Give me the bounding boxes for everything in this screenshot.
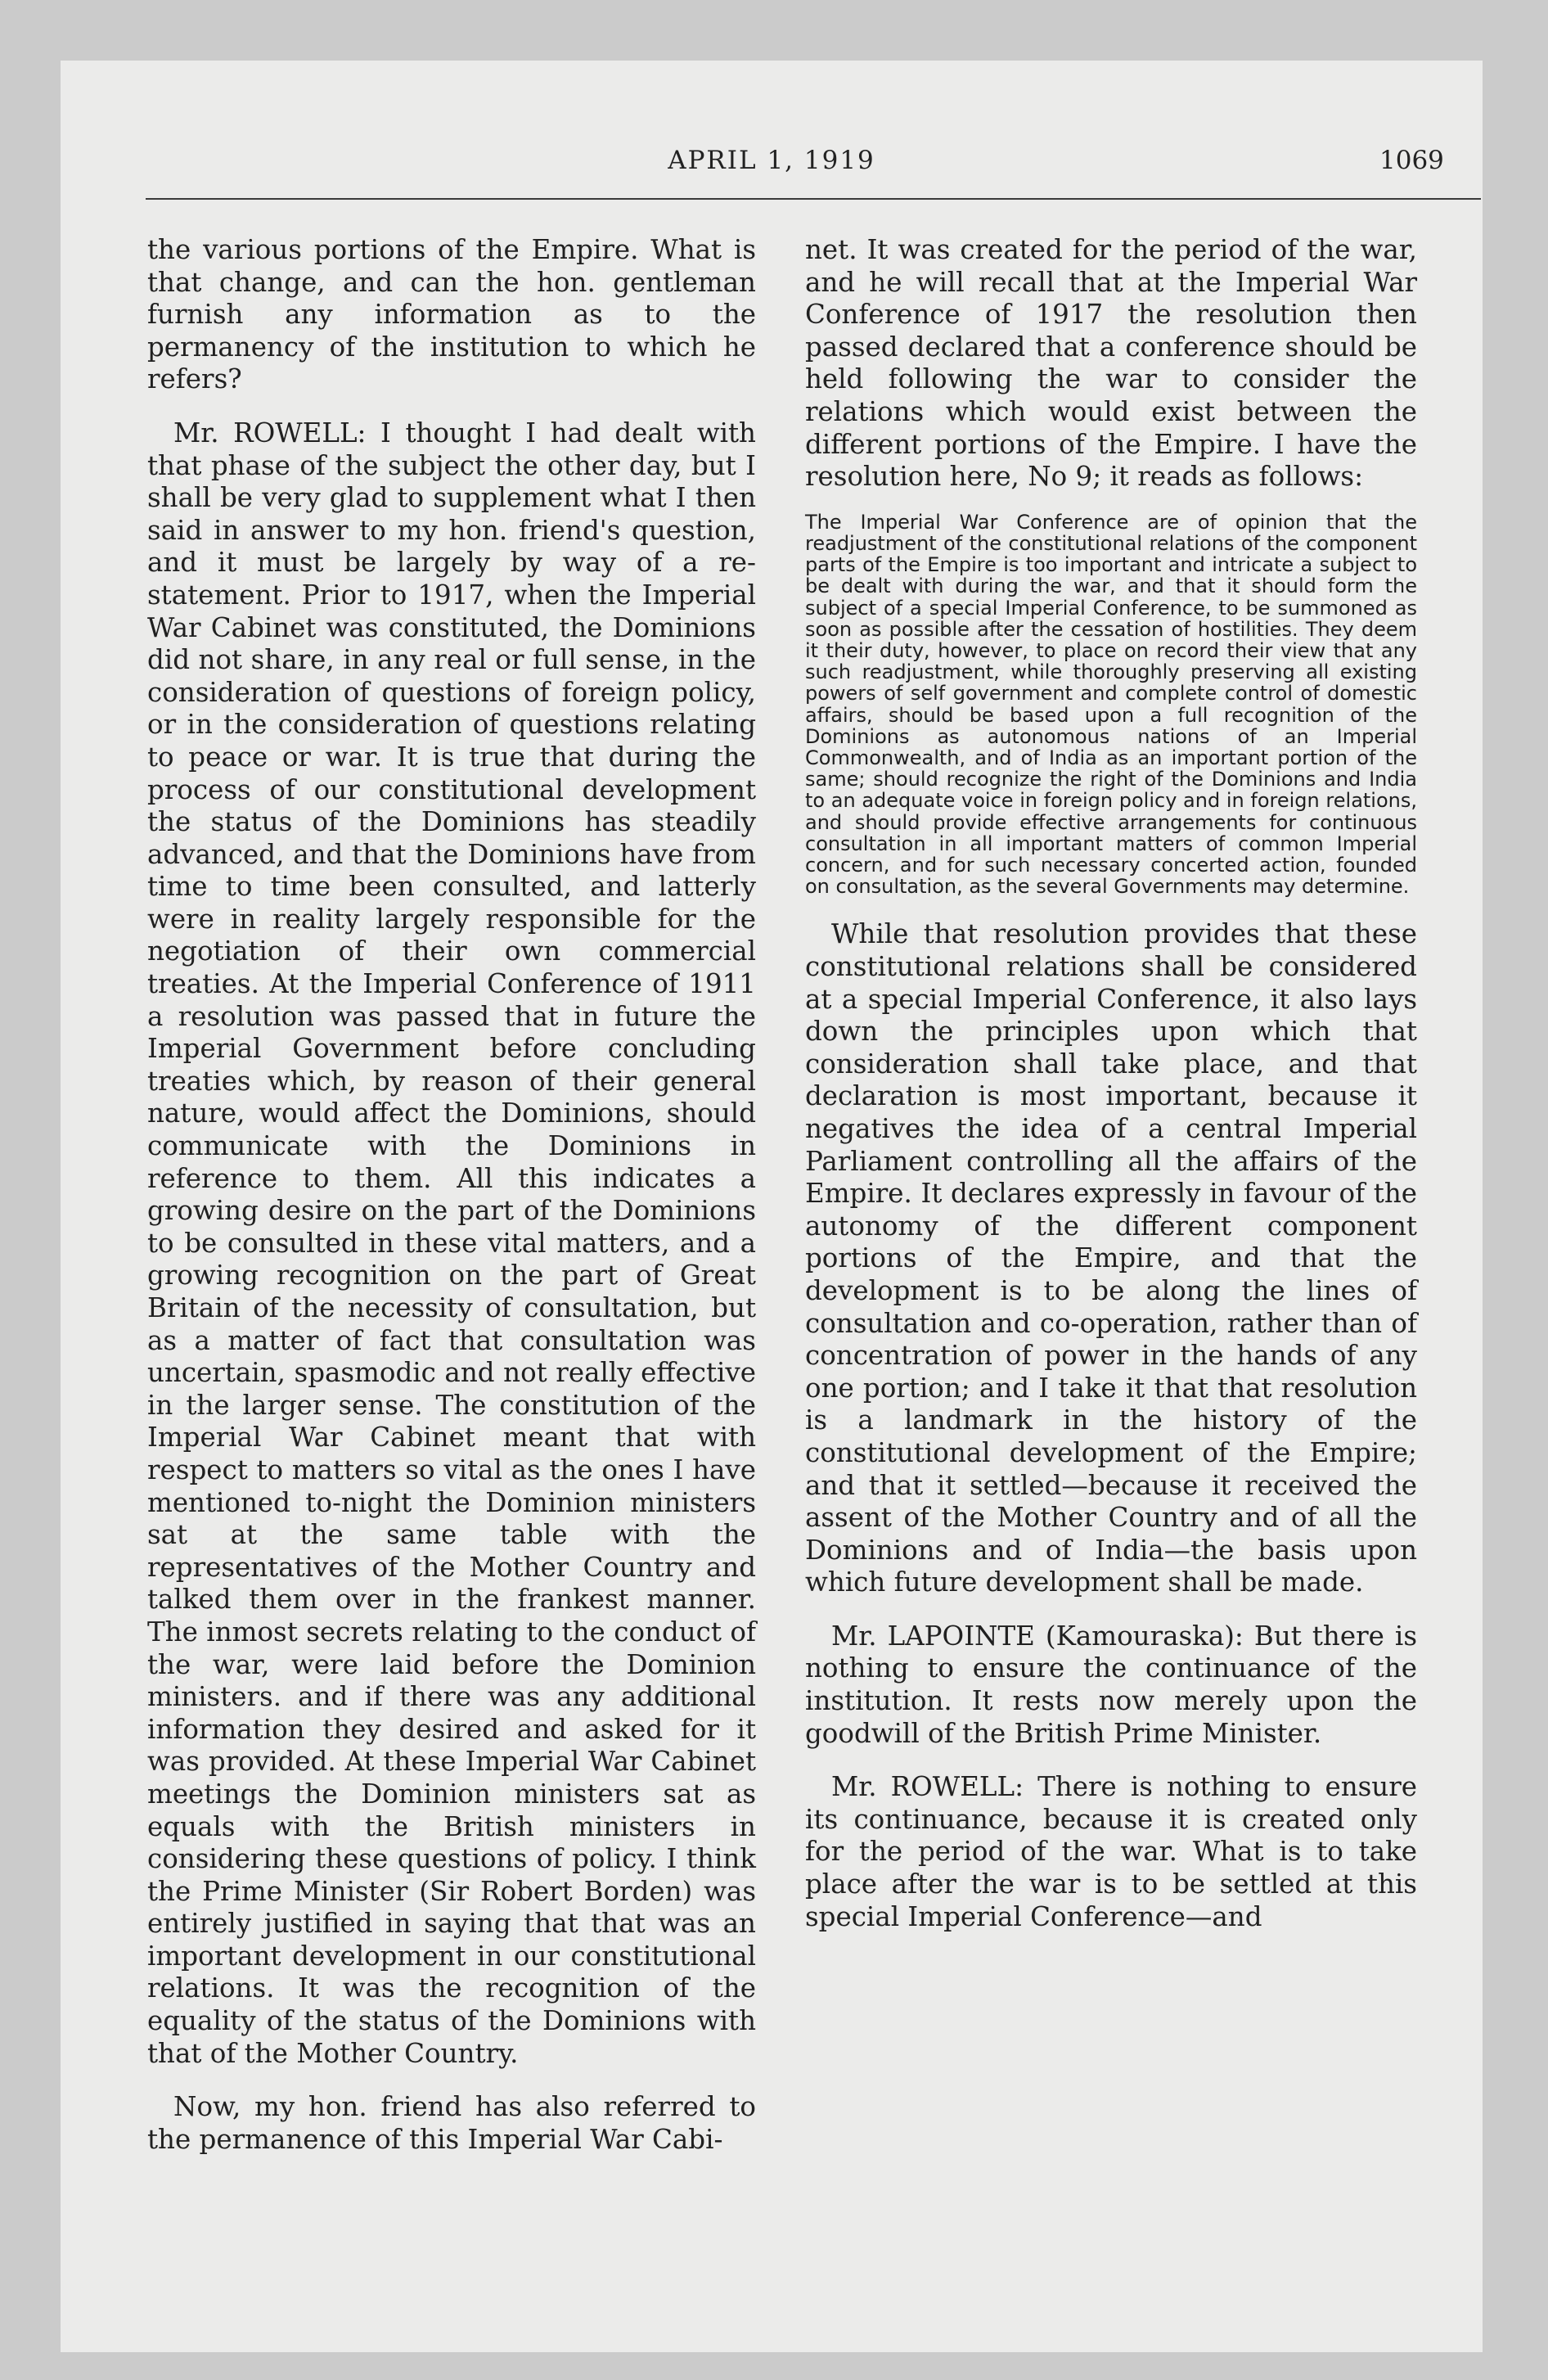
left-column	[147, 234, 756, 2156]
header-rule	[146, 198, 1481, 200]
paragraph-question: the various portions of the Empire. What is that change, and can the hon. gentleman furnish any information as to the permanency of the institution to which he refers?	[147, 234, 756, 395]
running-head: APRIL 1, 1919	[668, 146, 875, 175]
paragraph-lapointe: Mr. LAPOINTE (Kamouraska): But there is nothing to ensure the continuance of the institution. It rests now merely upon the goodwill of the British Prime Minister.	[805, 1620, 1417, 1749]
paragraph-continued: net. It was created for the period of the war, and he will recall that at the Imperial War Conference of 1917 the resolution then passed declared that a conference should be held following the war to consider the relations which would exist between the different portions of the Empire. I have the resolution here, No 9; it reads as follows:	[805, 234, 1417, 493]
paragraph-resolution-commentary: While that resolution provides that these constitutional relations shall be considered at a special Imperial Conference, it also lays down the principles upon which that consideration shall take place, and that declaration is most important, because it negatives the idea of a central Imperial Parliament controlling all the affairs of the Empire. It declares expressly in favour of the autonomy of the different component portions of the Empire, and that the development is to be along the lines of consultation and co-operation, rather than of concentration of power in the hands of any one portion; and I take it that that resolution is a landmark in the history of the constitutional development of the Empire; and that it settled—because it received the assent of the Mother Country and of all the Dominions and of India—the basis upon which future development shall be made.	[805, 918, 1417, 1598]
paragraph-rowell-reply: Mr. ROWELL: I thought I had dealt with that phase of the subject the other day, but I shall be very glad to supplement what I then said in answer to my hon. friend's question, and it must be largely by way of a re-statement. Prior to 1917, when the Imperial War Cabinet was constituted, the Dominions did not share, in any real or full sense, in the consideration of questions of foreign policy, or in the consideration of questions relating to peace or war. It is true that during the process of our constitutional development the status of the Dominions has steadily advanced, and that the Dominions have from time to time been consulted, and latterly were in reality largely responsible for the negotiation of their own commercial treaties. At the Imperial Conference of 1911 a resolution was passed that in future the Imperial Government before concluding treaties which, by reason of their general nature, would affect the Dominions, should communicate with the Dominions in reference to them. All this indicates a growing desire on the part of the Dominions to be consulted in these vital matters, and a growing recognition on the part of Great Britain of the necessity of consultation, but as a matter of fact that consultation was uncertain, spasmodic and not really effective in the larger sense. The constitution of the Imperial War Cabinet meant that with respect to matters so vital as the ones I have mentioned to-night the Dominion ministers sat at the same table with the representatives of the Mother Country and talked them over in the frankest manner. The inmost secrets relating to the conduct of the war, were laid before the Dominion ministers. and if there was any additional information they desired and asked for it was provided. At these Imperial War Cabinet meetings the Dominion ministers sat as equals with the British ministers in considering these questions of policy. I think the Prime Minister (Sir Robert Borden) was entirely justified in saying that that was an important development in our constitutional relations. It was the recognition of the equality of the status of the Dominions with that of the Mother Country.	[147, 417, 756, 2069]
paragraph-permanence: Now, my hon. friend has also referred to the permanence of this Imperial War Cabi-	[147, 2091, 756, 2155]
right-column	[805, 234, 1417, 1933]
paragraph-rowell-response: Mr. ROWELL: There is nothing to ensure its continuance, because it is created only for the period of the war. What is to take place after the war is to be settled at this special Imperial Conference—and	[805, 1771, 1417, 1932]
resolution-quote: The Imperial War Conference are of opinion that the readjustment of the constitutional relations of the component parts of the Empire is too important and intricate a subject to be dealt with during the war, and that it should form the subject of a special Imperial Conference, to be summoned as soon as possible after the cessation of hostilities. They deem it their duty, however, to place on record their view that any such readjustment, while thoroughly preserving all existing powers of self government and complete control of domestic affairs, should be based upon a full recognition of the Dominions as autonomous nations of an Imperial Commonwealth, and of India as an important portion of the same; should recognize the right of the Dominions and India to an adequate voice in foreign policy and in foreign relations, and should provide effective arrangements for continuous consultation in all important matters of common Imperial concern, and for such necessary concerted action, founded on consultation, as the several Governments may determine.	[805, 510, 1417, 899]
page	[61, 61, 1483, 2352]
page-number: 1069	[1379, 146, 1444, 175]
